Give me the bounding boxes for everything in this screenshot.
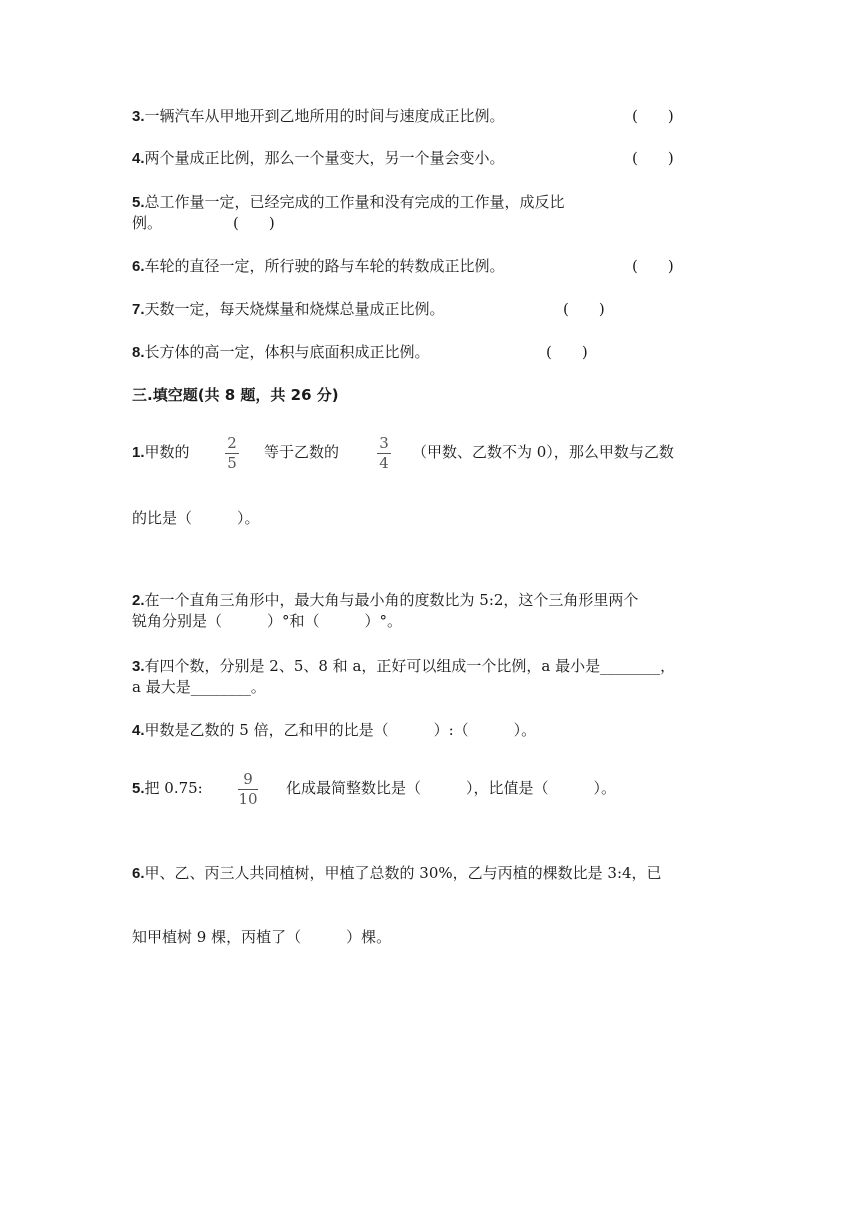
- denominator: 4: [379, 454, 389, 472]
- question-text: 一辆汽车从甲地开到乙地所用的时间与速度成正比例。: [144, 107, 505, 125]
- question-number: 5.: [132, 194, 145, 211]
- question-number: 4.: [132, 722, 145, 739]
- judge-q6: [132, 256, 505, 277]
- fraction-2-5: [225, 435, 239, 472]
- numerator: 9: [243, 770, 253, 788]
- question-text: 等于乙数的: [264, 443, 340, 461]
- question-text: 两个量成正比例，那么一个量变大，另一个量会变小。: [144, 149, 505, 167]
- question-text: 甲、乙、丙三人共同植树，甲植了总数的 30%，乙与丙植的棵数比是 3:4，已: [144, 864, 662, 882]
- judge-q8: [132, 342, 430, 363]
- answer-paren[interactable]: ( ): [632, 257, 674, 275]
- fill-q2-line2[interactable]: 锐角分别是（ ）°和（ ）°。: [132, 612, 403, 630]
- fill-q5: [132, 778, 203, 799]
- question-number: 5.: [132, 780, 145, 797]
- question-text: 把 0.75:: [144, 779, 203, 797]
- question-text: 甲数是乙数的 5 倍，乙和甲的比是（ ）:（ ）。: [144, 721, 537, 739]
- question-text: 总工作量一定，已经完成的工作量和没有完成的工作量，成反比: [144, 193, 565, 211]
- answer-paren[interactable]: ( ): [233, 214, 275, 232]
- question-text: （甲数、乙数不为 0），那么甲数与乙数: [412, 443, 674, 461]
- answer-paren[interactable]: ( ): [546, 343, 588, 361]
- judge-q5-line2: 例。: [132, 214, 163, 232]
- question-number: 4.: [132, 150, 145, 167]
- judge-q7: [132, 299, 445, 320]
- fill-q1: [132, 442, 190, 463]
- question-text: 长方体的高一定，体积与底面积成正比例。: [144, 343, 430, 361]
- fill-q4[interactable]: [132, 720, 536, 741]
- question-number: 3.: [132, 108, 145, 125]
- fill-q3-line2[interactable]: a 最大是________。: [132, 678, 266, 696]
- question-text: 有四个数，分别是 2、5、8 和 a，正好可以组成一个比例，a 最小是________，: [144, 657, 676, 675]
- question-text: 车轮的直径一定，所行驶的路与车轮的转数成正比例。: [144, 257, 505, 275]
- question-number: 6.: [132, 258, 145, 275]
- fill-q3: [132, 656, 675, 677]
- question-text[interactable]: 化成最简整数比是（ ），比值是（ ）。: [286, 779, 617, 797]
- fill-q6: [132, 863, 662, 884]
- numerator: 3: [379, 434, 389, 452]
- section-title: 三.填空题(共 8 题，共 26 分): [132, 386, 339, 404]
- question-text: 在一个直角三角形中，最大角与最小角的度数比为 5:2，这个三角形里两个: [144, 591, 639, 609]
- question-number: 8.: [132, 344, 145, 361]
- judge-q5: [132, 192, 565, 213]
- fill-q6-line2[interactable]: 知甲植树 9 棵，丙植了（ ）棵。: [132, 928, 392, 946]
- judge-q4: [132, 148, 505, 169]
- denominator: 10: [238, 790, 258, 808]
- denominator: 5: [227, 454, 237, 472]
- numerator: 2: [227, 434, 237, 452]
- fill-q2: [132, 590, 638, 611]
- question-number: 2.: [132, 592, 145, 609]
- fill-q1-line2[interactable]: 的比是（ ）。: [132, 509, 260, 527]
- question-text: 天数一定，每天烧煤量和烧煤总量成正比例。: [144, 300, 445, 318]
- question-number: 7.: [132, 301, 145, 318]
- fraction-3-4: [377, 435, 391, 472]
- answer-paren[interactable]: ( ): [632, 149, 674, 167]
- answer-paren[interactable]: ( ): [632, 107, 674, 125]
- fraction-9-10: [238, 771, 258, 808]
- question-number: 6.: [132, 865, 145, 882]
- question-number: 1.: [132, 444, 145, 461]
- question-text: 甲数的: [144, 443, 190, 461]
- answer-paren[interactable]: ( ): [563, 300, 605, 318]
- judge-q3: [132, 106, 505, 127]
- question-number: 3.: [132, 658, 145, 675]
